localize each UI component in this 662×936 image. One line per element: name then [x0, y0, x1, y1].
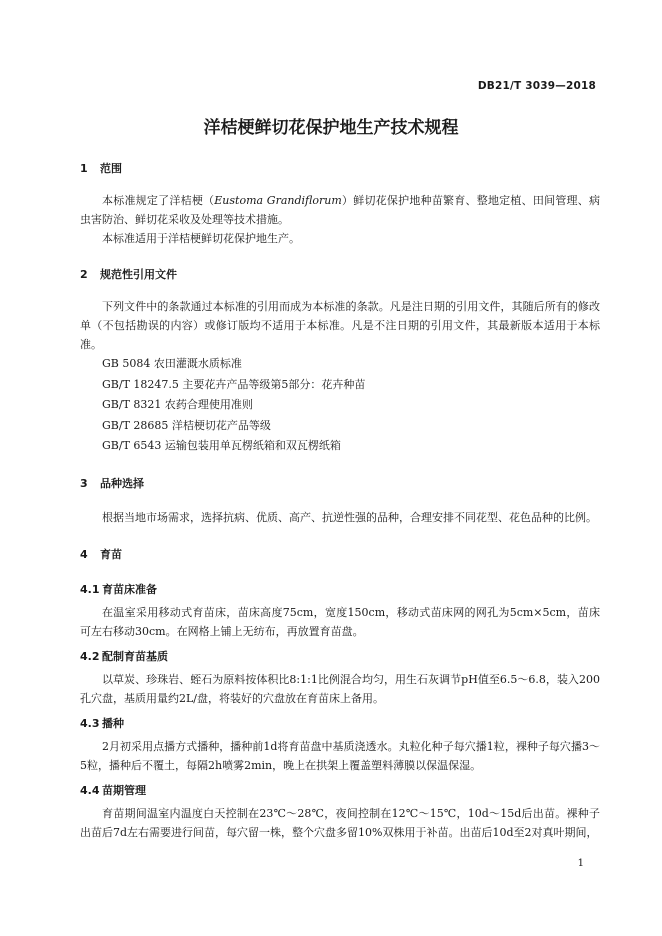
- paragraph: 下列文件中的条款通过本标准的引用而成为本标准的条款。凡是注日期的引用文件，其随后所有的修改单（不包括勘误的内容）或修订版均不适用于本标准。凡是不注日期的引用文件，其最新版本适用于本标准。: [80, 300, 600, 351]
- section-title: 范围: [100, 162, 122, 175]
- paragraph: 在温室采用移动式育苗床，苗床高度75cm，宽度150cm，移动式苗床网的网孔为5cm×5cm，苗床可左右移动30cm。在网格上铺上无纺布，再放置育苗盘。: [80, 605, 600, 638]
- subsection-title: 育苗床准备: [102, 582, 157, 596]
- subsection-title: 苗期管理: [102, 783, 146, 797]
- subsection-number: 4.3: [80, 716, 100, 730]
- section-heading-2: [80, 266, 600, 282]
- subsection-title: 配制育苗基质: [102, 649, 168, 663]
- section-title: 品种选择: [100, 476, 144, 490]
- section-number: 4: [80, 547, 88, 561]
- reference-item: GB/T 18247.5 主要花卉产品等级第5部分：花卉种苗: [102, 377, 366, 391]
- section-number: 1: [80, 162, 88, 175]
- subsection-heading: [80, 581, 600, 597]
- latin-name: Eustoma Grandiflorum: [214, 194, 342, 207]
- subsection-number: 4.4: [80, 783, 100, 797]
- section-number: 3: [80, 476, 88, 490]
- section-heading-1: [80, 160, 600, 176]
- subsection-number: 4.1: [80, 582, 100, 596]
- page-title: 洋桔梗鲜切花保护地生产技术规程: [203, 118, 459, 138]
- paragraph: 以草炭、珍珠岩、蛭石为原料按体积比8:1:1比例混合均匀，用生石灰调节pH值至6.5～6.8，装入200孔穴盘，基质用量约2L/盘，将装好的穴盘放在育苗床上备用。: [80, 672, 600, 705]
- subsection-number: 4.2: [80, 649, 100, 663]
- section-title: 育苗: [100, 547, 122, 561]
- paragraph: 育苗期间温室内温度白天控制在23℃～28℃，夜间控制在12℃～15℃，10d～15d后出苗。裸种子出苗后7d左右需要进行间苗，每穴留一株，整个穴盘多留10%双株用于补苗。出苗后10d至2对真叶期间，: [80, 806, 600, 839]
- paragraph: 本标准规定了洋桔梗（Eustoma Grandiflorum）鲜切花保护地种苗繁育、整地定植、田间管理、病虫害防治、鲜切花采收及处理等技术措施。: [80, 194, 601, 226]
- subsection-heading: [80, 782, 600, 798]
- document-body: [80, 160, 600, 842]
- section-heading-4: [80, 546, 600, 562]
- document-number: DB21/T 3039—2018: [477, 80, 596, 92]
- reference-item: GB/T 8321 农药合理使用准则: [102, 398, 253, 411]
- reference-item: GB/T 28685 洋桔梗切花产品等级: [102, 418, 271, 432]
- section-number: 2: [80, 268, 88, 281]
- subsection-heading: [80, 715, 600, 731]
- subsection-heading: [80, 648, 600, 664]
- reference-item: GB 5084 农田灌溉水质标准: [102, 357, 242, 370]
- section-heading-3: [80, 475, 600, 491]
- page-number: 1: [577, 858, 584, 869]
- section-title: 规范性引用文件: [100, 268, 177, 281]
- paragraph: 本标准适用于洋桔梗鲜切花保护地生产。: [102, 232, 300, 245]
- paragraph: 2月初采用点播方式播种，播种前1d将育苗盘中基质浇透水。丸粒化种子每穴播1粒，裸种子每穴播3～5粒，播种后不覆土，每隔2h喷雾2min，晚上在拱架上覆盖塑料薄膜以保温保湿。: [80, 739, 600, 772]
- subsection-title: 播种: [102, 716, 124, 730]
- reference-item: GB/T 6543 运输包装用单瓦楞纸箱和双瓦楞纸箱: [102, 439, 341, 452]
- paragraph: 根据当地市场需求，选择抗病、优质、高产、抗逆性强的品种，合理安排不同花型、花色品种的比例。: [102, 510, 597, 524]
